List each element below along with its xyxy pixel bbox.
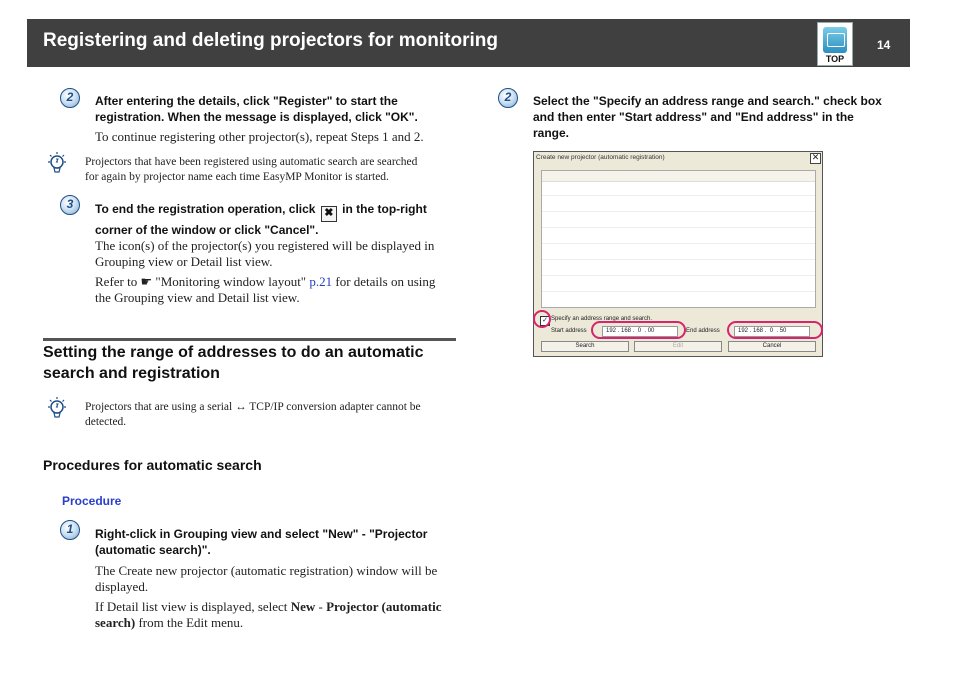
hint-icon <box>44 395 70 421</box>
header-bar <box>27 19 910 67</box>
step-2-body: To continue registering other projector(s), repeat Steps 1 and 2. <box>95 129 424 144</box>
step-3-body-2: Refer to ☛ "Monitoring window layout" p.21 for details on using the Grouping view and Detail list view. <box>95 274 436 305</box>
step-1-body-1: The Create new projector (automatic registration) window will be displayed. <box>95 563 438 594</box>
edit-button[interactable]: Edit <box>634 341 722 352</box>
hint-2-text: Projectors that are using a serial ↔ TCP/IP conversion adapter cannot be detected. <box>85 401 421 428</box>
section-divider <box>43 338 456 341</box>
right-step-2-icon: 2 <box>498 88 518 108</box>
list-row <box>542 291 815 292</box>
step-2-heading-line2: registration. When the message is displayed, click "OK". <box>95 110 418 124</box>
end-address-label: End address <box>686 328 720 334</box>
step-2-icon: 2 <box>60 88 80 108</box>
start-address-label: Start address <box>551 328 587 334</box>
right-step-2-heading: Select the "Specify an address range and search." check box and then enter "Start address" and "End address" in the range. <box>533 94 882 140</box>
step-3-icon: 3 <box>60 195 80 215</box>
end-address-input[interactable]: 192 . 168 . 0 . 50 <box>734 326 810 337</box>
hint-1-line2: for again by projector name each time EasyMP Monitor is started. <box>85 171 389 183</box>
step-1-heading: Right-click in Grouping view and select "New" - "Projector (automatic search)". <box>95 527 428 557</box>
end-address-highlight <box>727 321 823 339</box>
start-address-highlight <box>591 321 686 339</box>
step-1-body-2: If Detail list view is displayed, select New - Projector (automatic search) from the Edit menu. <box>95 599 442 630</box>
list-header <box>542 171 815 182</box>
specify-range-label: Specify an address range and search. <box>551 316 653 322</box>
section-title: Setting the range of addresses to do an automatic search and registration <box>43 344 424 382</box>
manual-home-icon <box>823 27 847 53</box>
list-row <box>542 211 815 212</box>
top-label: TOP <box>825 54 845 64</box>
list-row <box>542 259 815 260</box>
start-address-input[interactable]: 192 . 168 . 0 . 00 <box>602 326 678 337</box>
list-row <box>542 227 815 228</box>
step-3-body-1: The icon(s) of the projector(s) you registered will be displayed in Grouping view or Detail list view. <box>95 238 435 269</box>
projector-list[interactable] <box>541 170 816 308</box>
dialog-title: Create new projector (automatic registration) <box>536 154 665 161</box>
top-button[interactable] <box>817 22 853 66</box>
hint-1-text <box>85 155 460 185</box>
subsection-title: Procedures for automatic search <box>43 457 262 473</box>
procedure-label: Procedure <box>62 494 122 508</box>
list-row <box>542 275 815 276</box>
close-window-icon: ✖ <box>321 206 337 222</box>
step-2-heading-line1: After entering the details, click "Register" to start the <box>95 94 398 108</box>
hint-1-line1: Projectors that have been registered using automatic search are searched <box>85 156 418 168</box>
search-button[interactable]: Search <box>541 341 629 352</box>
checkbox-highlight <box>533 310 551 328</box>
bidirectional-arrow-icon: ↔ <box>235 401 247 413</box>
hint-icon <box>44 150 70 176</box>
page-title: Registering and deleting projectors for monitoring <box>43 30 498 51</box>
step-3-heading-line1: To end the registration operation, click ✖ in the top-right <box>95 201 465 222</box>
dialog-close-icon[interactable]: ✕ <box>811 153 820 163</box>
specify-range-checkbox[interactable]: ✓ <box>540 316 550 326</box>
page-link[interactable]: p.21 <box>309 274 333 289</box>
step-2-heading <box>95 93 465 125</box>
cancel-button[interactable]: Cancel <box>728 341 816 352</box>
step-3-heading <box>95 201 465 238</box>
page-number: 14 <box>877 38 891 52</box>
list-row <box>542 243 815 244</box>
pointing-hand-icon: ☛ <box>140 274 153 289</box>
list-row <box>542 195 815 196</box>
step-3-heading-line2: corner of the window or click "Cancel". <box>95 223 319 237</box>
step-1-icon: 1 <box>60 520 80 540</box>
